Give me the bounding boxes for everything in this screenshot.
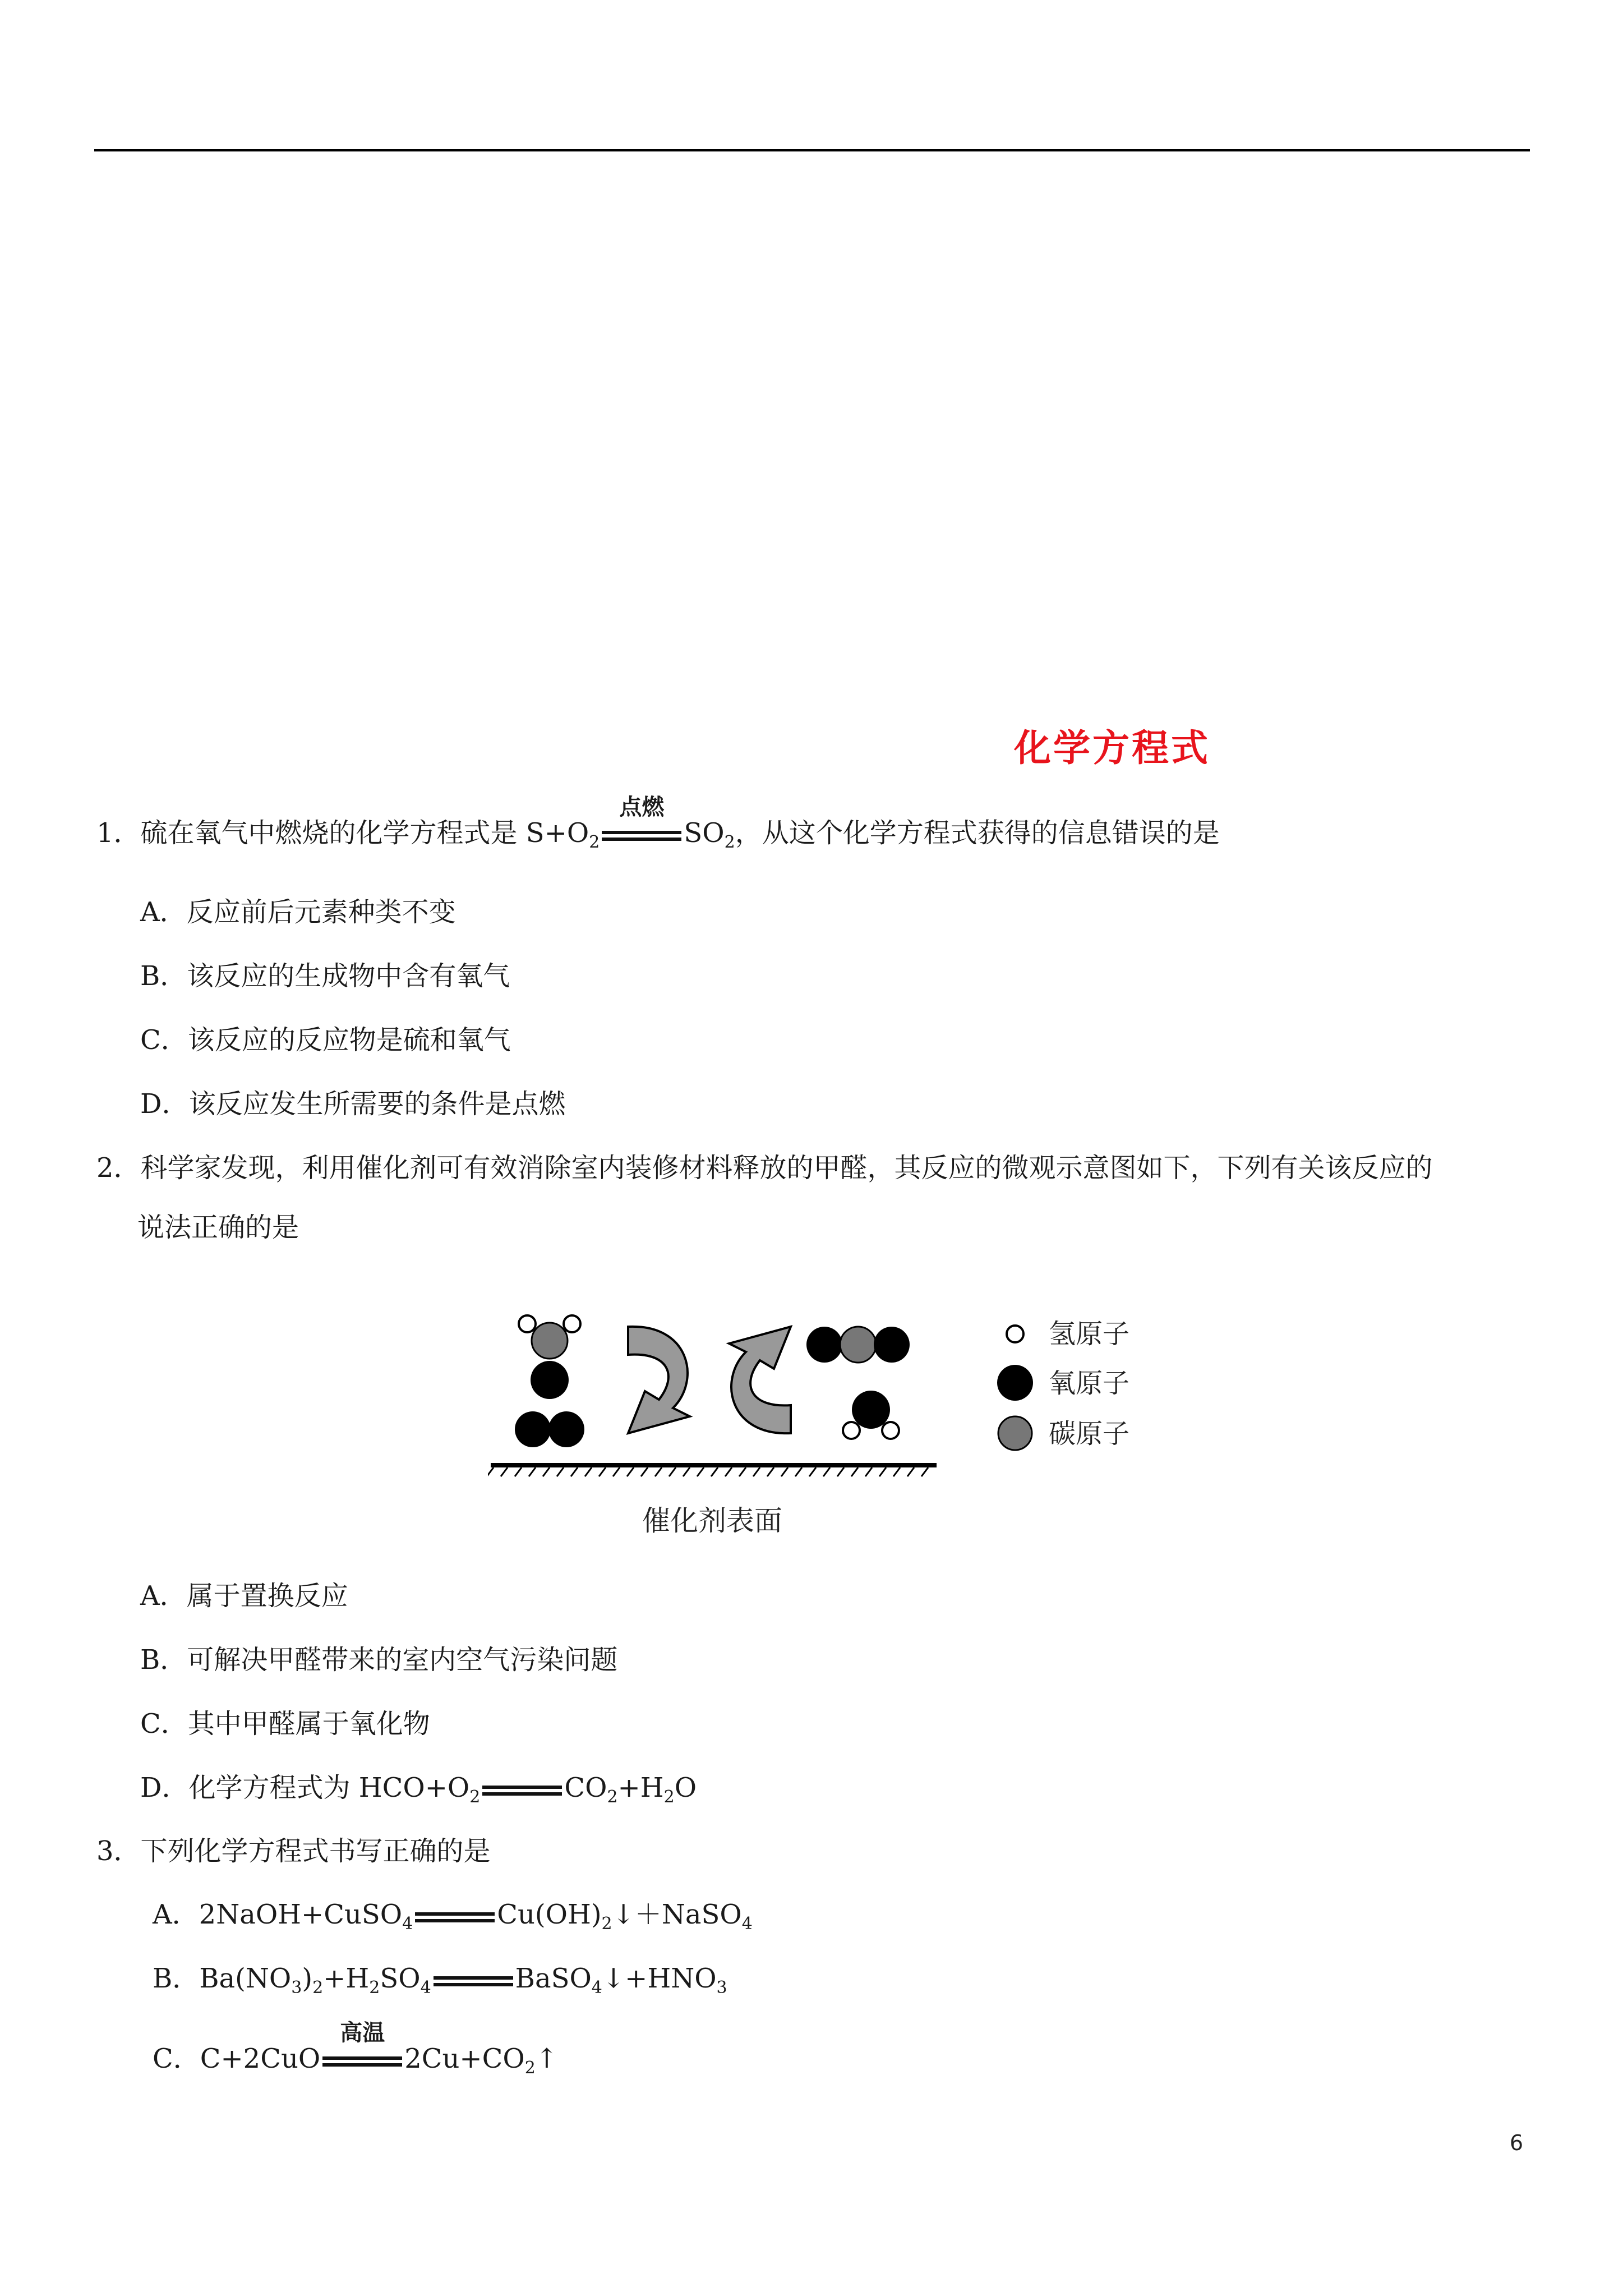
curved-arrow-down-icon: [628, 1327, 690, 1433]
legend-oxygen-label: 氧原子: [1049, 1368, 1130, 1399]
equals-sign: [600, 794, 684, 850]
surface-label: 催化剂表面: [642, 1504, 782, 1537]
option-a: A．反应前后元素种类不变: [140, 896, 456, 928]
option-d: D．化学方程式为 $HCO+O_2$ $CO_2+H_2O$: [140, 1772, 697, 1807]
question-stem-line2: 说法正确的是: [137, 1212, 299, 1243]
question-number: 2．: [96, 1152, 141, 1184]
equals-sign: [413, 1898, 497, 1931]
legend-hydrogen-label: 氢原子: [1049, 1318, 1130, 1350]
question-stem: 下列化学方程式书写正确的是: [140, 1835, 491, 1867]
curved-arrow-up-icon: [729, 1327, 791, 1433]
legend-oxygen-icon: [997, 1365, 1033, 1401]
water-molecule: [843, 1391, 899, 1439]
catalyst-reaction-diagram: [488, 1301, 1189, 1548]
surface-hatching: [488, 1467, 928, 1476]
question-3: [96, 1834, 491, 1868]
carbon-dioxide-molecule: [806, 1327, 910, 1363]
option-a: A．属于置换反应: [140, 1580, 348, 1612]
question-stem: 硫在氧气中燃烧的化学方程式是 $S+O_2$ 点燃 $SO_2$，从这个化学方程式获得的信息错误的是: [141, 817, 1220, 849]
equals-sign: [320, 2020, 404, 2076]
reaction-condition: 高温: [340, 2020, 385, 2046]
option-c: C．该反应的反应物是硫和氧气: [140, 1024, 511, 1056]
page-number: 6: [1509, 2131, 1523, 2155]
question-stem-line1: 科学家发现，利用催化剂可有效消除室内装修材料释放的甲醛，其反应的微观示意图如下，下列有关该反应的: [140, 1152, 1433, 1184]
question-1: [96, 794, 1220, 852]
option-b: B．该反应的生成物中含有氧气: [140, 960, 510, 992]
header-rule: [94, 149, 1530, 151]
equals-sign: [431, 1962, 515, 1995]
option-c: C．其中甲醛属于氧化物: [140, 1708, 430, 1740]
equals-sign: [480, 1771, 564, 1805]
question-number: 3．: [96, 1835, 141, 1867]
option-d: D．该反应发生所需要的条件是点燃: [140, 1088, 566, 1120]
option-b: B．$Ba(NO_3)_2+H_2SO_4$ $BaSO_4↓+HNO_3$: [153, 1963, 727, 1998]
legend-hydrogen-icon: [1007, 1326, 1023, 1342]
page-title: 化学方程式: [1014, 726, 1210, 770]
option-b: B．可解决甲醛带来的室内空气污染问题: [140, 1644, 618, 1676]
formaldehyde-molecule: [519, 1315, 580, 1399]
oxygen-molecule-left: [515, 1411, 584, 1447]
option-a: A．2NaOH+CuSO$_4$ $Cu(OH)_2↓+NaSO_4$: [153, 1899, 753, 1934]
reaction-condition: 点燃: [619, 794, 665, 820]
option-c: C．C+2CuO 高温 $2Cu+CO_2↑$: [153, 2042, 558, 2076]
legend: [997, 1318, 1129, 1450]
question-number: 1．: [96, 817, 141, 849]
legend-carbon-label: 碳原子: [1049, 1418, 1130, 1450]
question-2: [96, 1151, 1433, 1185]
legend-carbon-icon: [998, 1416, 1032, 1450]
